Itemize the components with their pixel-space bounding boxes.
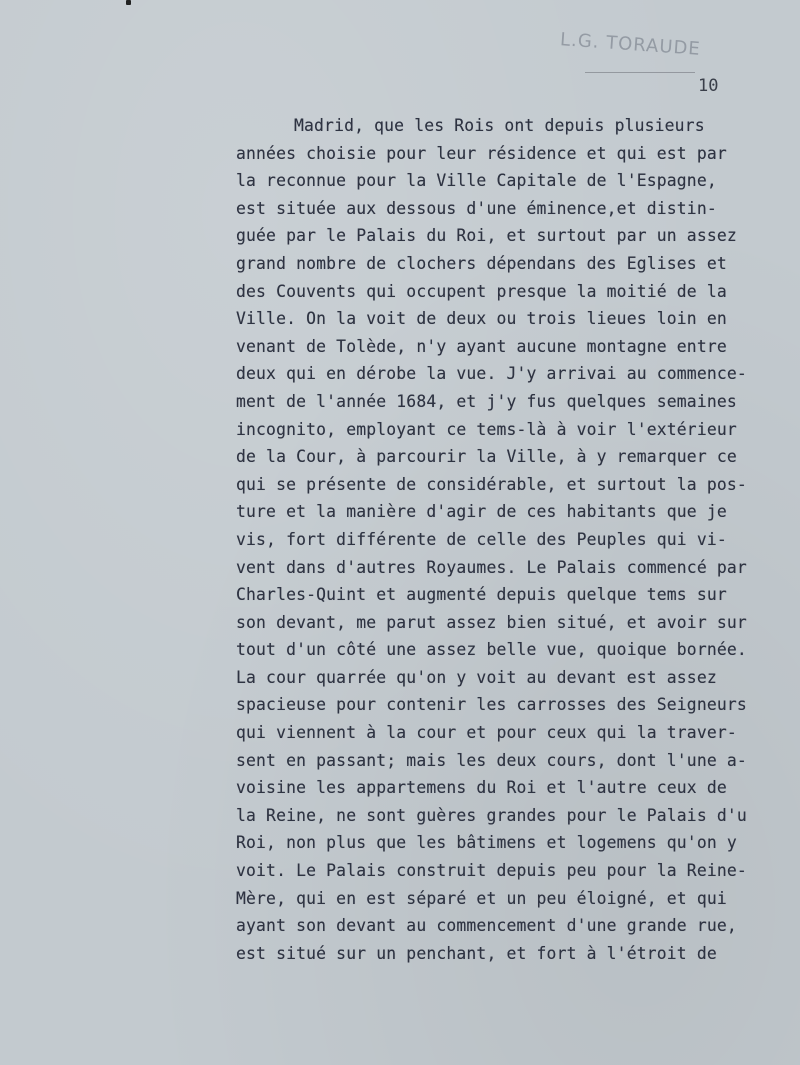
text-line: qui viennent à la cour et pour ceux qui la traver- bbox=[236, 723, 737, 743]
text-line: ment de l'année 1684, et j'y fus quelques semaines bbox=[236, 391, 737, 411]
text-line: la Reine, ne sont guères grandes pour le Palais d'u bbox=[236, 805, 747, 825]
text-line: ture et la manière d'agir de ces habitants que je bbox=[236, 502, 727, 522]
text-line: tout d'un côté une assez belle vue, quoique bornée. bbox=[236, 640, 747, 660]
text-line: voit. Le Palais construit depuis peu pour la Reine- bbox=[236, 861, 747, 881]
text-line: qui se présente de considérable, et surtout la pos- bbox=[236, 474, 747, 494]
text-line: Ville. On la voit de deux ou trois lieues loin en bbox=[236, 309, 727, 329]
ink-mark bbox=[126, 0, 131, 5]
stamp-underline bbox=[585, 72, 695, 73]
text-line: vis, fort différente de celle des Peuples qui vi- bbox=[236, 529, 727, 549]
text-line: années choisie pour leur résidence et qui est par bbox=[236, 143, 727, 163]
text-line: des Couvents qui occupent presque la moitié de la bbox=[236, 281, 727, 301]
archive-stamp: L.G. TORAUDE bbox=[559, 29, 702, 60]
text-line: est située aux dessous d'une éminence,et distin- bbox=[236, 198, 717, 218]
text-line: guée par le Palais du Roi, et surtout par un assez bbox=[236, 226, 737, 246]
text-line: vent dans d'autres Royaumes. Le Palais commencé par bbox=[236, 557, 747, 577]
text-line: Madrid, que les Rois ont depuis plusieurs bbox=[294, 116, 705, 135]
text-line: est situé sur un penchant, et fort à l'étroit de bbox=[236, 943, 717, 963]
text-line: Charles-Quint et augmenté depuis quelque tems sur bbox=[236, 585, 727, 605]
text-line: grand nombre de clochers dépendans des Eglises et bbox=[236, 253, 727, 273]
text-line: voisine les appartemens du Roi et l'autre ceux de bbox=[236, 778, 727, 798]
text-line: La cour quarrée qu'on y voit au devant est assez bbox=[236, 667, 717, 687]
text-line: Mère, qui en est séparé et un peu éloigné, et qui bbox=[236, 888, 727, 908]
text-line: la reconnue pour la Ville Capitale de l'Espagne, bbox=[236, 171, 717, 191]
text-line: de la Cour, à parcourir la Ville, à y remarquer ce bbox=[236, 447, 737, 467]
text-line: sent en passant; mais les deux cours, dont l'une a- bbox=[236, 750, 747, 770]
body-text bbox=[236, 112, 796, 967]
text-line: ayant son devant au commencement d'une grande rue, bbox=[236, 916, 737, 936]
text-line: son devant, me parut assez bien situé, et avoir sur bbox=[236, 612, 747, 632]
text-line: venant de Tolède, n'y ayant aucune montagne entre bbox=[236, 336, 727, 356]
text-line: deux qui en dérobe la vue. J'y arrivai au commence- bbox=[236, 364, 747, 384]
text-line: Roi, non plus que les bâtimens et logemens qu'on y bbox=[236, 833, 737, 853]
text-line: spacieuse pour contenir les carrosses des Seigneurs bbox=[236, 695, 747, 715]
page-number: 10 bbox=[698, 76, 719, 96]
text-line: incognito, employant ce tems-là à voir l'extérieur bbox=[236, 419, 737, 439]
